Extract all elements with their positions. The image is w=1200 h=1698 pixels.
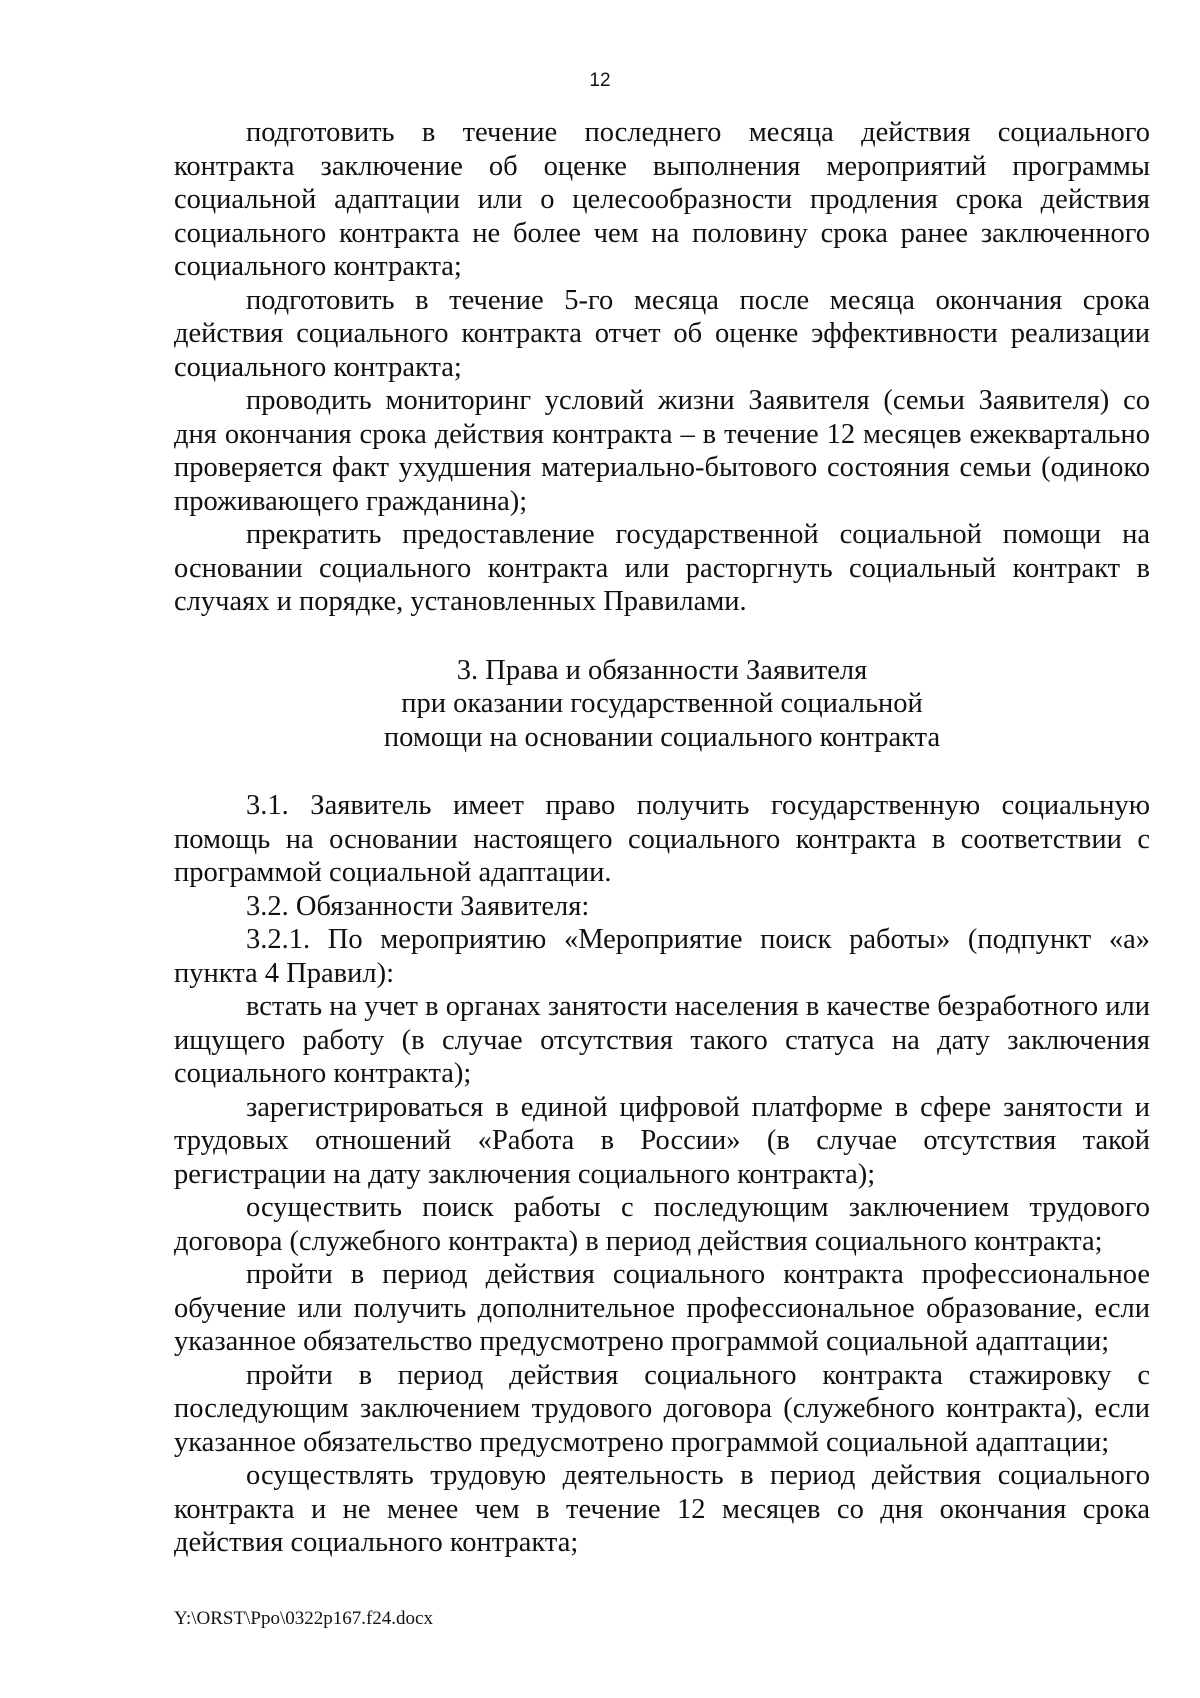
paragraph: подготовить в течение 5-го месяца после месяца окончания срока действия социального контракта отчет об оценке эффективности реализации социального контракта;	[174, 284, 1150, 383]
paragraph: осуществлять трудовую деятельность в период действия социального контракта и не менее чем в течение 12 месяцев со дня окончания срока действия социального контракта;	[174, 1460, 1150, 1558]
paragraph: зарегистрироваться в единой цифровой платформе в сфере занятости и трудовых отношений «Работа в России» (в случае отсутствия такой регистрации на дату заключения социального контракта);	[174, 1091, 1150, 1190]
paragraph: осуществить поиск работы с последующим заключением трудового договора (служебного контракта) в период действия социального контракта;	[174, 1192, 1150, 1257]
paragraph: 3.1. Заявитель имеет право получить государственную социальную помощь на основании настоящего социального контракта в соответствии с программой социальной адаптации.	[174, 790, 1150, 888]
paragraph: встать на учет в органах занятости населения в качестве безработного или ищущего работу (в случае отсутствия такого статуса на дату заключения социального контракта);	[174, 991, 1150, 1089]
document-body	[174, 116, 1150, 1560]
paragraph: подготовить в течение последнего месяца действия социального контракта заключение об оценке выполнения мероприятий программы социальной адаптации или о целесообразности продления срока действия социального контракта не более чем на половину срока ранее заключенного социального контракта;	[174, 117, 1150, 282]
paragraph: 3.2.1. По мероприятию «Мероприятие поиск работы» (подпункт «а» пункта 4 Правил):	[174, 924, 1150, 989]
section-heading-line: при оказании государственной социальной	[401, 688, 923, 719]
paragraph: прекратить предоставление государственной социальной помощи на основании социального контракта или расторгнуть социальный контракт в случаях и порядке, установленных Правилами.	[174, 519, 1150, 617]
paragraph: пройти в период действия социального контракта профессиональное обучение или получить дополнительное профессиональное образование, если указанное обязательство предусмотрено программой социальной адаптации;	[174, 1259, 1150, 1357]
footer-file-path: Y:\ORST\Ppo\0322p167.f24.docx	[174, 1608, 433, 1629]
section-heading-line: помощи на основании социального контракта	[383, 721, 941, 753]
page-number: 12	[589, 70, 611, 91]
paragraph: 3.2. Обязанности Заявителя:	[246, 890, 590, 922]
section-heading-line: 3. Права и обязанности Заявителя	[456, 654, 868, 686]
paragraph: проводить мониторинг условий жизни Заявителя (семьи Заявителя) со дня окончания срока действия контракта – в течение 12 месяцев ежеквартально проверяется факт ухудшения материально-бытового состояния семьи (одиноко проживающего гражданина);	[174, 385, 1150, 517]
section-heading	[174, 654, 1150, 755]
paragraph: пройти в период действия социального контракта стажировку с последующим заключением трудового договора (служебного контракта), если указанное обязательство предусмотрено программой социальной адаптации;	[174, 1359, 1150, 1458]
